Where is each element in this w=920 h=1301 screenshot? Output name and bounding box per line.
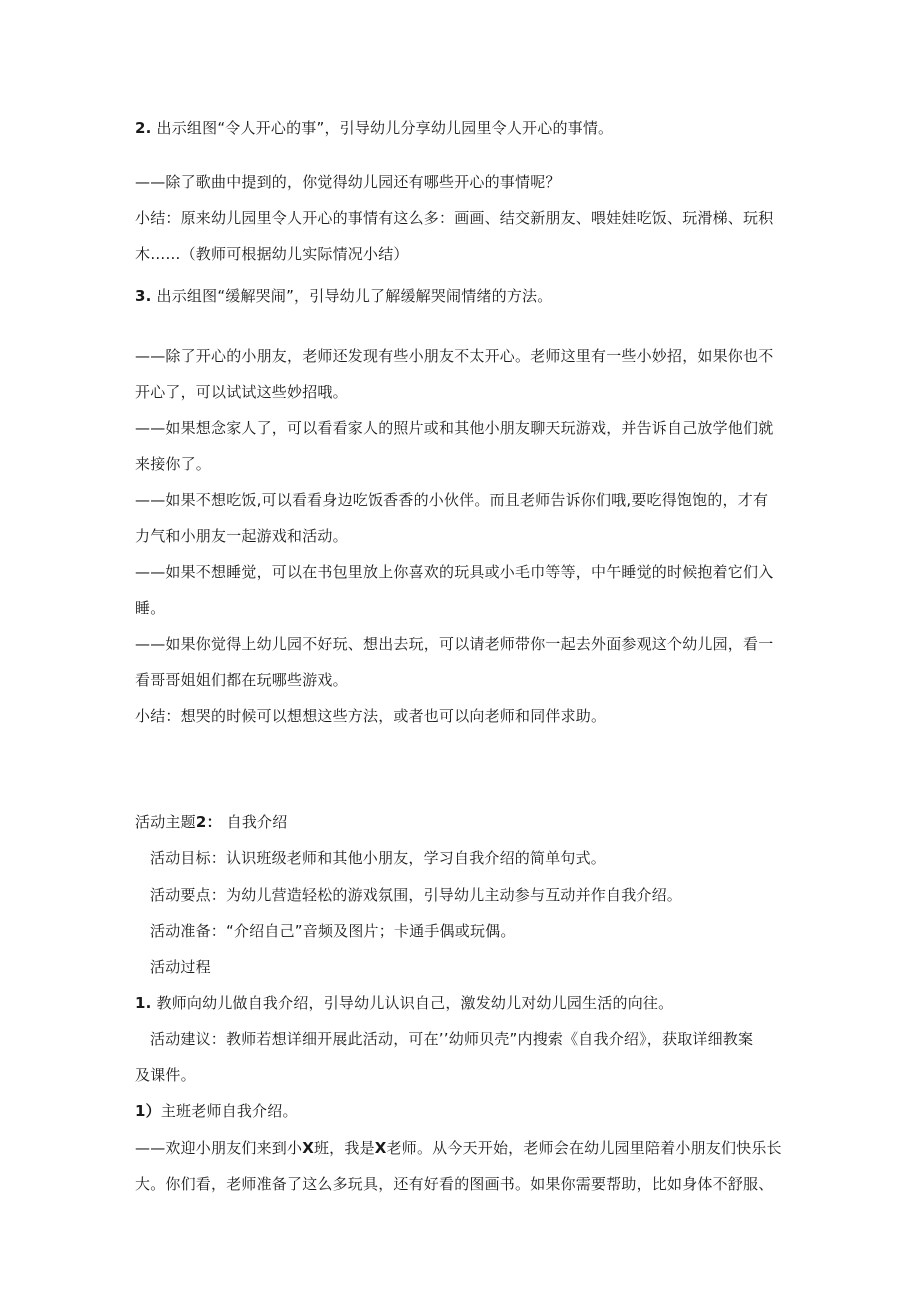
welcome-line [135,1137,782,1159]
sub-step-text: 主班老师自我介绍。 [160,1102,298,1120]
sub-step-heading [135,1100,298,1122]
step-number: 2. [135,119,152,137]
activity-process-heading: 活动过程 [150,958,211,976]
activity-preparation: 活动准备：“介绍自己”音频及图片；卡通手偶或玩偶。 [150,922,516,940]
welcome-text: 班，我是 [313,1139,375,1157]
activity-advice-cont: 及课件。 [135,1066,196,1084]
paragraph-line: ——如果你觉得上幼儿园不好玩、想出去玩，可以请老师带你一起去外面参观这个幼儿园，看一 [135,635,774,653]
paragraph-line: ——如果想念家人了，可以看看家人的照片或和其他小朋友聊天玩游戏，并告诉自己放学他们就 [135,419,774,437]
activity-theme-heading [135,811,287,833]
step-text: 出示组图“令人开心的事”，引导幼儿分享幼儿园里令人开心的事情。 [156,119,614,137]
paragraph-line: ——除了开心的小朋友，老师还发现有些小朋友不太开心。老师这里有一些小妙招，如果你也不 [135,347,774,365]
theme-number: 2： [195,813,222,831]
paragraph-line: 看哥哥姐姐们都在玩哪些游戏。 [135,671,348,689]
class-placeholder: X [302,1139,314,1157]
summary-line: 小结：想哭的时候可以想想这些方法，或者也可以向老师和同伴求助。 [135,707,607,725]
theme-title: 自我介绍 [226,813,288,831]
activity-goal: 活动目标：认识班级老师和其他小朋友，学习自我介绍的简单句式。 [150,849,607,867]
step-text: 出示组图“缓解哭闹”，引导幼儿了解缓解哭闹情绪的方法。 [156,287,553,305]
step-number: 1. [135,994,152,1012]
summary-line: 小结：原来幼儿园里令人开心的事情有这么多：画画、结交新朋友、喂娃娃吃饭、玩滑梯、玩积 [135,209,774,227]
summary-line-cont: 木……（教师可根据幼儿实际情况小结） [135,245,409,263]
paragraph-line: ——如果不想睡觉，可以在书包里放上你喜欢的玩具或小毛巾等等，中午睡觉的时候抱着它们入 [135,563,774,581]
teacher-placeholder: X [374,1139,387,1157]
step-1-heading [135,992,673,1014]
step-2-heading [135,117,613,139]
step-number: 3. [135,287,152,305]
step-3-heading [135,285,552,307]
activity-keypoint: 活动要点：为幼儿营造轻松的游戏氛围，引导幼儿主动参与互动并作自我介绍。 [150,886,683,904]
paragraph-line: 力气和小朋友一起游戏和活动。 [135,527,348,545]
paragraph-line: 睡。 [135,599,166,617]
paragraph-line: 大。你们看，老师准备了这么多玩具，还有好看的图画书。如果你需要帮助，比如身体不舒服、 [135,1175,774,1193]
sub-step-number: 1） [135,1102,161,1120]
activity-advice: 活动建议：教师若想详细开展此活动，可在’’幼师贝壳”内搜索《自我介绍》，获取详细教案 [150,1030,754,1048]
welcome-text: 老师。从今天开始，老师会在幼儿园里陪着小朋友们快乐长 [386,1139,782,1157]
paragraph-line: 来接你了。 [135,455,212,473]
welcome-text: ——欢迎小朋友们来到小 [135,1139,303,1157]
paragraph-line: ——如果不想吃饭,可以看看身边吃饭香香的小伙伴。而且老师告诉你们哦,要吃得饱饱的，才有 [135,491,769,509]
theme-label: 活动主题 [135,813,196,831]
paragraph-line: 开心了，可以试试这些妙招哦。 [135,383,348,401]
step-text: 教师向幼儿做自我介绍，引导幼儿认识自己，激发幼儿对幼儿园生活的向往。 [156,994,674,1012]
question-line: ——除了歌曲中提到的，你觉得幼儿园还有哪些开心的事情呢？ [135,173,561,191]
